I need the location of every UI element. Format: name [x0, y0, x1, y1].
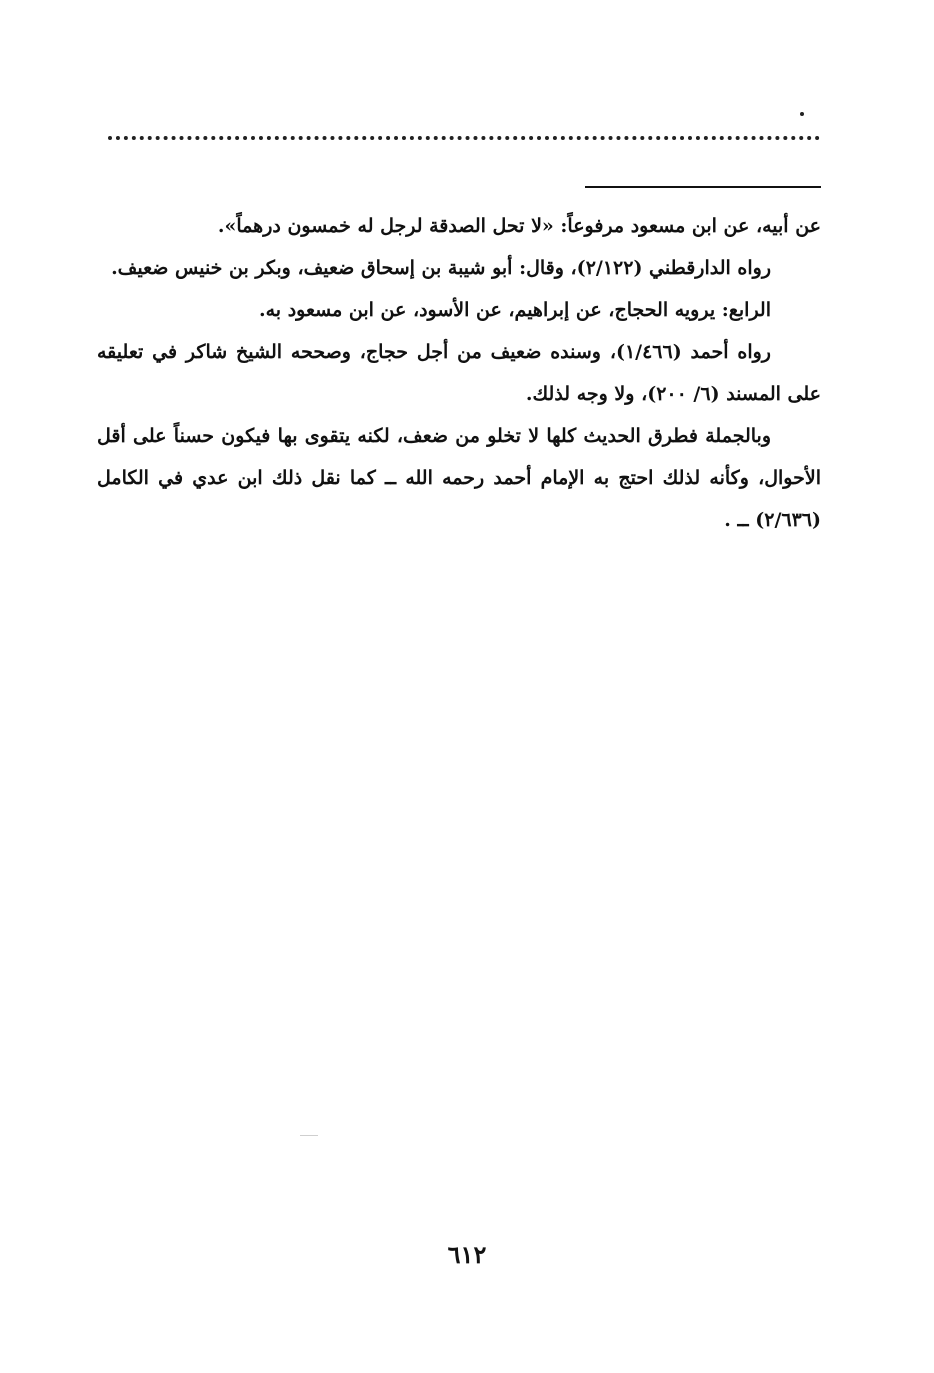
footnote-paragraph-ahmad: رواه أحمد (١/٤٦٦)، وسنده ضعيف من أجل حجاج، وصححه الشيخ شاكر في تعليقه على المسند (٦/ ٢٠٠)، ولا وجه لذلك.: [97, 341, 821, 405]
footnote-paragraph-conclusion: وبالجملة فطرق الحديث كلها لا تخلو من ضعف، لكنه يتقوى بها فيكون حسناً على أقل الأحوال، وكأنه لذلك احتج به الإمام أحمد رحمه الله ــ كما نقل ذلك ابن عدي في الكامل (٢/٦٣٦) ــ .: [97, 425, 821, 531]
footnotes-block: [97, 205, 821, 541]
footnote-line-continuation: عن أبيه، عن ابن مسعود مرفوعاً: «لا تحل الصدقة لرجل له خمسون درهماً».: [217, 215, 821, 237]
footnote-paragraph-daraqutni: رواه الدارقطني (٢/١٢٢)، وقال: أبو شيبة بن إسحاق ضعيف، وبكر بن خنيس ضعيف.: [111, 257, 771, 279]
stray-dot: [800, 112, 804, 116]
faint-scan-mark: [300, 1135, 318, 1136]
footnote-paragraph-fourth-route: الرابع: يرويه الحجاج، عن إبراهيم، عن الأسود، عن ابن مسعود به.: [259, 299, 771, 321]
page-number: ٦١٢: [447, 1240, 487, 1269]
dotted-separator: [108, 136, 820, 140]
footnote-separator-line: [585, 186, 821, 188]
